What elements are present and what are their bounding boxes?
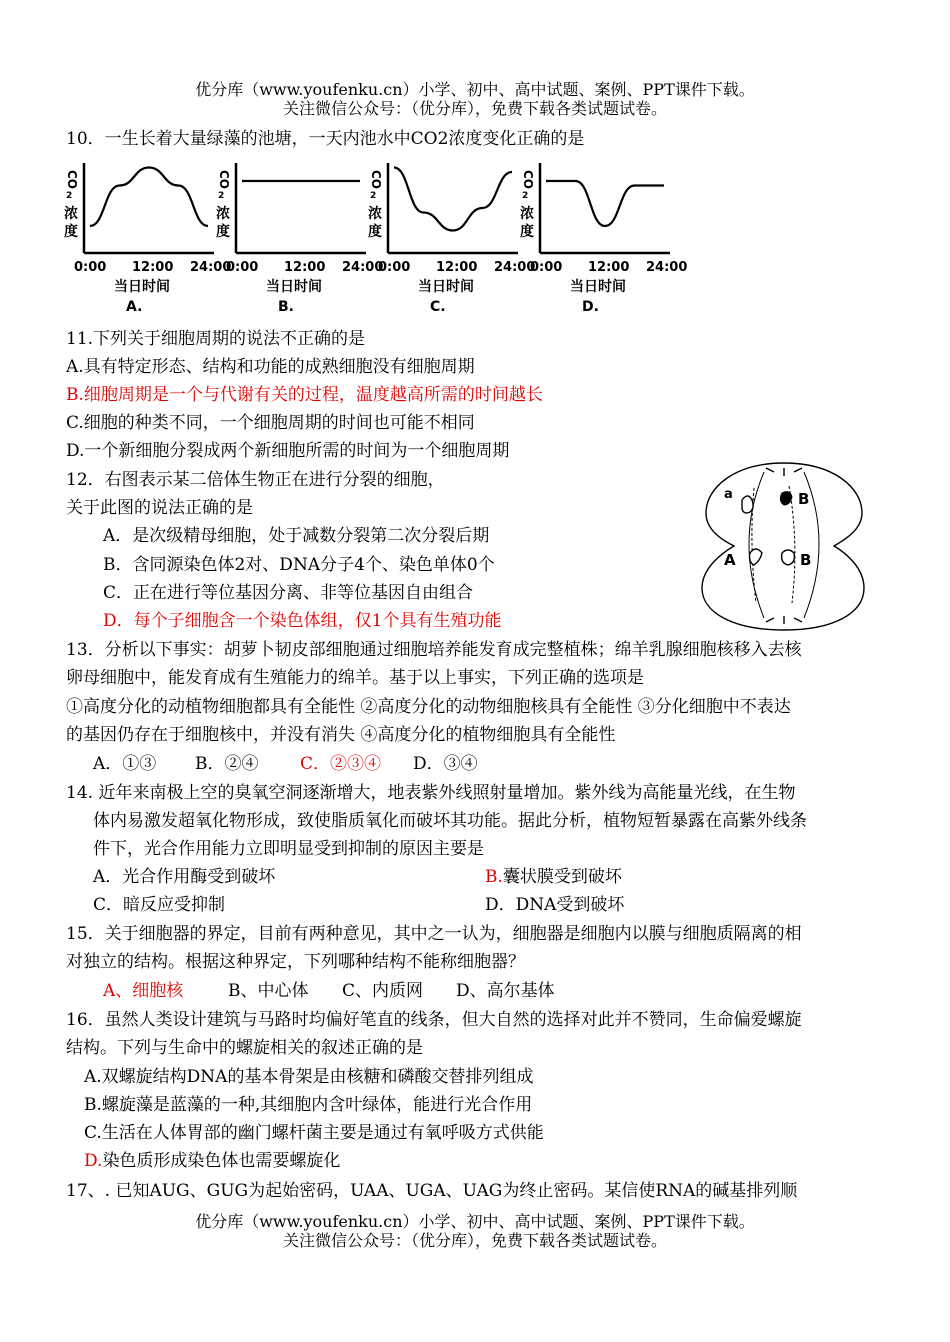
x-tick-label: 12:00 — [284, 260, 326, 275]
x-axis-label: 当日时间 — [570, 279, 626, 295]
q12-option-d: D．每个子细胞含一个染色体组，仅1个具有生殖功能 — [103, 611, 502, 631]
q11-option-b: B.细胞周期是一个与代谢有关的过程，温度越高所需的时间越长 — [66, 385, 543, 405]
chromosome-a — [742, 496, 753, 513]
x-tick-label: 0:00 — [378, 260, 411, 275]
q15-option-c: C、内质网 — [342, 981, 424, 1001]
q16-option-d — [84, 1150, 340, 1172]
y-axis-label-char: 浓 — [64, 206, 78, 222]
q11-stem: 11.下列关于细胞周期的说法不正确的是 — [66, 329, 366, 349]
q15-line-2: 对独立的结构。根据这种界定，下列哪种结构不能称细胞器？ — [66, 952, 525, 972]
q13-line-4: 的基因仍存在于细胞核中，并没有消失 ④高度分化的植物细胞具有全能性 — [66, 725, 616, 745]
q11-option-d: D.一个新细胞分裂成两个新细胞所需的时间为一个细胞周期 — [66, 441, 510, 461]
q12-cell-figure — [694, 458, 874, 637]
q13-option-a: A．①③ — [93, 754, 157, 774]
x-axis-label: 当日时间 — [114, 279, 170, 295]
q16-option-d-text: 染色质形成染色体也需要螺旋化 — [102, 1151, 341, 1171]
q16-line-1: 16．虽然人类设计建筑与马路时均偏好笔直的线条，但大自然的选择对此并不赞同，生命偏爱螺旋 — [66, 1010, 802, 1030]
co2-curve — [394, 168, 512, 231]
x-tick-label: 24:00 — [494, 260, 536, 275]
q15-option-d: D、高尔基体 — [456, 981, 555, 1001]
q12-stem-2: 关于此图的说法正确的是 — [66, 498, 253, 518]
fig-label-a: a — [724, 487, 733, 502]
q14-line-1: 14. 近年来南极上空的臭氧空洞逐渐增大，地表紫外线照射量增加。紫外线为高能量光线，在生物 — [66, 783, 796, 803]
q14-option-b — [485, 866, 622, 888]
q16-option-c: C.生活在人体胃部的幽门螺杆菌主要是通过有氧呼吸方式供能 — [84, 1123, 544, 1143]
fig-label-B-top: B — [798, 490, 810, 508]
q13-option-c: C．②③④ — [300, 754, 382, 774]
x-tick-label: 0:00 — [226, 260, 259, 275]
centrosome-bottom — [766, 616, 802, 624]
q14-line-2: 体内易激发超氧化物形成，致使脂质氧化而破坏其功能。据此分析，植物短暂暴露在高紫外线条 — [93, 811, 807, 831]
y-axis-label-sub: 2 — [522, 191, 529, 201]
q17-line-1: 17、. 已知AUG、GUG为起始密码，UAA、UGA、UAG为终止密码。某信使RNA的碱基排列顺 — [66, 1181, 798, 1201]
chart-option-label: B. — [278, 299, 294, 315]
y-axis-label-char: 浓 — [216, 206, 230, 222]
fig-label-A: A — [724, 551, 736, 569]
q13-line-1: 13．分析以下事实：胡萝卜韧皮部细胞通过细胞培养能发育成完整植株；绵羊乳腺细胞核移入去核 — [66, 640, 802, 660]
y-axis-label-co: CO — [521, 170, 535, 190]
spindle-line — [789, 486, 795, 603]
q14-option-b-text: 囊状膜受到破坏 — [502, 867, 622, 887]
spindle-line — [749, 472, 764, 618]
y-axis-label-char: 浓 — [520, 206, 534, 222]
y-axis-label-sub: 2 — [218, 191, 225, 201]
q10-stem: 10．一生长着大量绿藻的池塘，一天内池水中CO2浓度变化正确的是 — [66, 129, 585, 149]
q13-option-b: B．②④ — [195, 754, 259, 774]
q10-charts-svg — [62, 158, 688, 318]
y-axis-label-sub: 2 — [66, 191, 73, 201]
y-axis-label-char: 度 — [368, 224, 382, 240]
x-axis-label: 当日时间 — [266, 279, 322, 295]
co2-curve — [546, 181, 664, 226]
x-axis-label: 当日时间 — [418, 279, 474, 295]
header-line-1: 优分库（www.youfenku.cn）小学、初中、高中试题、案例、PPT课件下载。 — [195, 80, 755, 99]
q14-option-a: A．光合作用酶受到破坏 — [93, 867, 276, 887]
x-tick-label: 0:00 — [74, 260, 107, 275]
footer-line-2: 关注微信公众号：（优分库），免费下载各类试题试卷。 — [282, 1231, 667, 1250]
x-tick-label: 24:00 — [190, 260, 232, 275]
x-tick-label: 12:00 — [436, 260, 478, 275]
header-line-2: 关注微信公众号：（优分库），免费下载各类试题试卷。 — [282, 99, 667, 118]
chromosome-A — [750, 549, 763, 565]
y-axis-label-char: 浓 — [368, 206, 382, 222]
y-axis-label-co: CO — [369, 170, 383, 190]
x-tick-label: 0:00 — [530, 260, 563, 275]
y-axis-label-char: 度 — [520, 224, 534, 240]
chromosome-b-top — [780, 492, 792, 505]
chart-option-label: C. — [430, 299, 446, 315]
q16-line-2: 结构。下列与生命中的螺旋相关的叙述正确的是 — [66, 1038, 423, 1058]
x-tick-label: 24:00 — [646, 260, 688, 275]
q16-option-a: A.双螺旋结构DNA的基本骨架是由核糖和磷酸交替排列组成 — [84, 1067, 534, 1087]
centrosome-top — [766, 468, 802, 476]
x-tick-label: 12:00 — [588, 260, 630, 275]
q14-option-c: C．暗反应受抑制 — [93, 895, 226, 915]
q15-line-1: 15．关于细胞器的界定，目前有两种意见，其中之一认为，细胞器是细胞内以膜与细胞质隔离的相 — [66, 924, 802, 944]
q12-option-b: B．含同源染色体2对、DNA分子4个、染色单体0个 — [103, 555, 495, 575]
y-axis-label-co: CO — [65, 170, 79, 190]
cell-diagram — [694, 458, 874, 633]
q10-charts — [62, 158, 688, 322]
y-axis-label-char: 度 — [216, 224, 230, 240]
q12-stem-1: 12．右图表示某二倍体生物正在进行分裂的细胞， — [66, 470, 445, 490]
q16-option-b: B.螺旋藻是蓝藻的一种,其细胞内含叶绿体，能进行光合作用 — [84, 1095, 533, 1115]
q11-option-c: C.细胞的种类不同，一个细胞周期的时间也可能不相同 — [66, 413, 475, 433]
x-tick-label: 12:00 — [132, 260, 174, 275]
y-axis-label-sub: 2 — [370, 191, 377, 201]
q16-option-d-letter: D. — [84, 1151, 103, 1171]
y-axis-label-co: CO — [217, 170, 231, 190]
chromosome-b-bottom — [782, 550, 795, 565]
q13-line-3: ①高度分化的动植物细胞都具有全能性 ②高度分化的动物细胞核具有全能性 ③分化细胞中不表达 — [66, 697, 791, 717]
q12-option-a: A．是次级精母细胞，处于减数分裂第二次分裂后期 — [103, 526, 490, 546]
q15-option-a: A、细胞核 — [103, 981, 184, 1001]
chart-option-label: A. — [126, 299, 143, 315]
q13-option-d: D．③④ — [413, 754, 478, 774]
x-tick-label: 24:00 — [342, 260, 384, 275]
mini-chart-c — [368, 163, 535, 315]
footer-line-1: 优分库（www.youfenku.cn）小学、初中、高中试题、案例、PPT课件下载。 — [195, 1212, 755, 1231]
y-axis-label-char: 度 — [64, 224, 78, 240]
q14-option-b-letter: B. — [485, 867, 503, 887]
q14-option-d: D．DNA受到破坏 — [485, 895, 625, 915]
fig-label-B-bottom: B — [800, 551, 812, 569]
q12-option-c: C．正在进行等位基因分离、非等位基因自由组合 — [103, 583, 474, 603]
q15-option-b: B、中心体 — [228, 981, 309, 1001]
mini-chart-a — [64, 163, 231, 315]
co2-curve — [90, 168, 208, 227]
q14-line-3: 件下，光合作用能力立即明显受到抑制的原因主要是 — [93, 839, 484, 859]
chart-option-label: D. — [582, 299, 599, 315]
mini-chart-b — [216, 163, 383, 315]
q13-line-2: 卵母细胞中，能发育成有生殖能力的绵羊。基于以上事实，下列正确的选项是 — [66, 668, 644, 688]
mini-chart-d — [520, 163, 687, 315]
q11-option-a: A.具有特定形态、结构和功能的成熟细胞没有细胞周期 — [66, 357, 475, 377]
